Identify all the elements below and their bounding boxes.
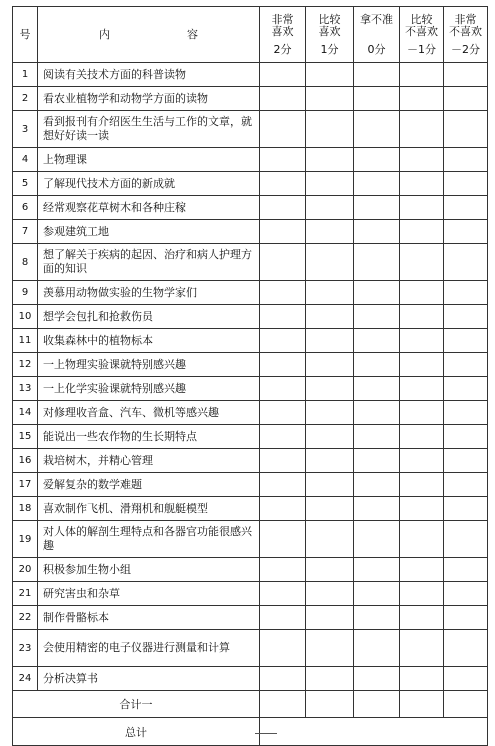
answer-cell[interactable] <box>260 353 306 377</box>
answer-cell[interactable] <box>400 497 444 521</box>
answer-cell[interactable] <box>354 220 400 244</box>
row-number: 20 <box>13 558 38 582</box>
row-content: 羡慕用动物做实验的生物学家们 <box>38 281 260 305</box>
header-label: 比较 <box>410 12 433 26</box>
answer-cell[interactable] <box>354 449 400 473</box>
row-content: 积极参加生物小组 <box>38 558 260 582</box>
subtotal-label: 合计一 <box>13 691 260 718</box>
answer-cell[interactable] <box>354 582 400 606</box>
row-content: 能说出一些农作物的生长期特点 <box>38 425 260 449</box>
subtotal-row <box>13 691 488 718</box>
answer-cell[interactable] <box>444 606 488 630</box>
interest-survey-table <box>12 6 488 746</box>
answer-cell[interactable] <box>306 497 354 521</box>
header-score: 0分 <box>367 42 386 56</box>
row-content: 看农业植物学和动物学方面的读物 <box>38 87 260 111</box>
answer-cell[interactable] <box>400 305 444 329</box>
answer-cell[interactable] <box>400 377 444 401</box>
header-label: 非常 <box>271 12 294 26</box>
answer-cell[interactable] <box>260 148 306 172</box>
answer-cell[interactable] <box>400 401 444 425</box>
answer-cell[interactable] <box>260 172 306 196</box>
row-number: 12 <box>13 353 38 377</box>
answer-cell[interactable] <box>444 558 488 582</box>
header-label <box>354 26 399 38</box>
answer-cell[interactable] <box>400 582 444 606</box>
header-score: －1分 <box>407 42 436 56</box>
answer-cell[interactable] <box>354 521 400 558</box>
answer-cell[interactable] <box>400 353 444 377</box>
answer-cell[interactable] <box>306 353 354 377</box>
row-content: 对修理收音盒、汽车、微机等感兴趣 <box>38 401 260 425</box>
answer-cell[interactable] <box>306 558 354 582</box>
row-number: 14 <box>13 401 38 425</box>
table-row <box>13 582 488 606</box>
answer-cell[interactable] <box>354 305 400 329</box>
answer-cell[interactable] <box>444 449 488 473</box>
answer-cell[interactable] <box>354 473 400 497</box>
answer-cell[interactable] <box>444 401 488 425</box>
answer-cell[interactable] <box>444 329 488 353</box>
table-row <box>13 521 488 558</box>
row-content: 栽培树木，并精心管理 <box>38 449 260 473</box>
answer-cell[interactable] <box>444 63 488 87</box>
answer-cell[interactable] <box>260 220 306 244</box>
total-label: 总计 <box>13 718 260 746</box>
answer-cell[interactable] <box>260 582 306 606</box>
answer-cell[interactable] <box>400 606 444 630</box>
answer-cell[interactable] <box>260 244 306 281</box>
answer-cell[interactable] <box>260 521 306 558</box>
table-row <box>13 630 488 667</box>
answer-cell[interactable] <box>306 582 354 606</box>
header-score: 1分 <box>320 42 339 56</box>
answer-cell[interactable] <box>260 425 306 449</box>
table-row <box>13 63 488 87</box>
row-number: 10 <box>13 305 38 329</box>
answer-cell[interactable] <box>400 63 444 87</box>
answer-cell[interactable] <box>354 377 400 401</box>
answer-cell[interactable] <box>444 148 488 172</box>
answer-cell[interactable] <box>400 630 444 667</box>
row-number: 7 <box>13 220 38 244</box>
row-number: 8 <box>13 244 38 281</box>
row-content: 看到报刊有介绍医生生活与工作的文章，就想好好读一读 <box>38 111 260 148</box>
header-content-char-1: 内 <box>99 27 110 41</box>
answer-cell[interactable] <box>354 606 400 630</box>
table-row <box>13 244 488 281</box>
total-cell[interactable] <box>260 718 488 746</box>
answer-cell[interactable] <box>444 473 488 497</box>
row-number: 2 <box>13 87 38 111</box>
row-number: 6 <box>13 196 38 220</box>
answer-cell[interactable] <box>306 244 354 281</box>
answer-cell[interactable] <box>400 521 444 558</box>
table-row <box>13 606 488 630</box>
row-number: 13 <box>13 377 38 401</box>
answer-cell[interactable] <box>444 220 488 244</box>
row-content: 了解现代技术方面的新成就 <box>38 172 260 196</box>
answer-cell[interactable] <box>306 606 354 630</box>
table-row <box>13 172 488 196</box>
table-row <box>13 401 488 425</box>
answer-cell[interactable] <box>260 449 306 473</box>
table-row <box>13 87 488 111</box>
table-row <box>13 558 488 582</box>
row-number: 11 <box>13 329 38 353</box>
answer-cell[interactable] <box>444 111 488 148</box>
row-content: 对人体的解剖生理特点和各器官功能很感兴趣 <box>38 521 260 558</box>
answer-cell[interactable] <box>306 148 354 172</box>
table-row <box>13 329 488 353</box>
answer-cell[interactable] <box>260 63 306 87</box>
subtotal-cell[interactable] <box>400 691 444 718</box>
header-score: 2分 <box>273 42 292 56</box>
header-num: 号 <box>13 7 38 63</box>
header-label: 不喜欢 <box>449 24 482 38</box>
answer-cell[interactable] <box>306 401 354 425</box>
answer-cell[interactable] <box>444 630 488 667</box>
answer-cell[interactable] <box>444 172 488 196</box>
header-unsure <box>354 7 400 63</box>
answer-cell[interactable] <box>260 473 306 497</box>
row-content: 经常观察花草树木和各种庄稼 <box>38 196 260 220</box>
answer-cell[interactable] <box>400 148 444 172</box>
answer-cell[interactable] <box>260 377 306 401</box>
header-label: 喜欢 <box>271 24 294 38</box>
subtotal-cell[interactable] <box>444 691 488 718</box>
header-very-like <box>260 7 306 63</box>
answer-cell[interactable] <box>306 305 354 329</box>
row-number: 9 <box>13 281 38 305</box>
answer-cell[interactable] <box>400 220 444 244</box>
row-number: 4 <box>13 148 38 172</box>
table-row <box>13 196 488 220</box>
answer-cell[interactable] <box>400 244 444 281</box>
answer-cell[interactable] <box>306 63 354 87</box>
answer-cell[interactable] <box>444 244 488 281</box>
answer-cell[interactable] <box>400 111 444 148</box>
answer-cell[interactable] <box>354 148 400 172</box>
answer-cell[interactable] <box>400 449 444 473</box>
answer-cell[interactable] <box>260 667 306 691</box>
answer-cell[interactable] <box>354 63 400 87</box>
answer-cell[interactable] <box>400 196 444 220</box>
table-row <box>13 497 488 521</box>
row-content: 会使用精密的电子仪器进行测量和计算 <box>38 630 260 667</box>
header-somewhat-dislike <box>400 7 444 63</box>
answer-cell[interactable] <box>306 449 354 473</box>
answer-cell[interactable] <box>444 582 488 606</box>
header-very-dislike <box>444 7 488 63</box>
answer-cell[interactable] <box>354 667 400 691</box>
answer-cell[interactable] <box>260 497 306 521</box>
table-row <box>13 425 488 449</box>
header-content <box>38 7 260 63</box>
answer-cell[interactable] <box>354 497 400 521</box>
table-row <box>13 449 488 473</box>
answer-cell[interactable] <box>444 497 488 521</box>
answer-cell[interactable] <box>400 558 444 582</box>
answer-cell[interactable] <box>400 172 444 196</box>
answer-cell[interactable] <box>306 220 354 244</box>
answer-cell[interactable] <box>354 172 400 196</box>
answer-cell[interactable] <box>306 87 354 111</box>
table-row <box>13 305 488 329</box>
table-row <box>13 353 488 377</box>
answer-cell[interactable] <box>444 521 488 558</box>
answer-cell[interactable] <box>260 281 306 305</box>
answer-cell[interactable] <box>354 329 400 353</box>
header-label: 比较 <box>318 12 341 26</box>
row-content: 阅读有关技术方面的科普读物 <box>38 63 260 87</box>
row-number: 16 <box>13 449 38 473</box>
answer-cell[interactable] <box>444 353 488 377</box>
table-row <box>13 281 488 305</box>
row-content: 研究害虫和杂草 <box>38 582 260 606</box>
answer-cell[interactable] <box>260 558 306 582</box>
answer-cell[interactable] <box>306 425 354 449</box>
answer-cell[interactable] <box>400 87 444 111</box>
row-number: 22 <box>13 606 38 630</box>
row-content: 上物理课 <box>38 148 260 172</box>
row-content: 一上化学实验课就特别感兴趣 <box>38 377 260 401</box>
answer-cell[interactable] <box>444 667 488 691</box>
answer-cell[interactable] <box>354 196 400 220</box>
answer-cell[interactable] <box>260 87 306 111</box>
answer-cell[interactable] <box>260 111 306 148</box>
row-number: 21 <box>13 582 38 606</box>
header-label: 非常 <box>454 12 477 26</box>
answer-cell[interactable] <box>444 425 488 449</box>
answer-cell[interactable] <box>354 111 400 148</box>
answer-cell[interactable] <box>444 377 488 401</box>
row-content: 喜欢制作飞机、滑翔机和舰艇模型 <box>38 497 260 521</box>
answer-cell[interactable] <box>354 87 400 111</box>
answer-cell[interactable] <box>306 111 354 148</box>
header-label: 不喜欢 <box>405 24 438 38</box>
answer-cell[interactable] <box>444 87 488 111</box>
table-row <box>13 148 488 172</box>
row-number: 24 <box>13 667 38 691</box>
table-row <box>13 220 488 244</box>
row-number: 1 <box>13 63 38 87</box>
answer-cell[interactable] <box>260 305 306 329</box>
header-row <box>13 7 488 63</box>
row-number: 3 <box>13 111 38 148</box>
header-label: 拿不准 <box>360 12 393 26</box>
answer-cell[interactable] <box>260 401 306 425</box>
row-content: 想学会包扎和抢救伤员 <box>38 305 260 329</box>
row-content: 一上物理实验课就特别感兴趣 <box>38 353 260 377</box>
answer-cell[interactable] <box>400 425 444 449</box>
answer-cell[interactable] <box>306 329 354 353</box>
row-number: 17 <box>13 473 38 497</box>
table-row <box>13 667 488 691</box>
row-number: 15 <box>13 425 38 449</box>
answer-cell[interactable] <box>354 630 400 667</box>
row-number: 18 <box>13 497 38 521</box>
answer-cell[interactable] <box>260 630 306 667</box>
answer-cell[interactable] <box>306 196 354 220</box>
answer-cell[interactable] <box>306 473 354 497</box>
subtotal-cell[interactable] <box>260 691 306 718</box>
answer-cell[interactable] <box>260 606 306 630</box>
answer-cell[interactable] <box>400 329 444 353</box>
header-score: －2分 <box>451 42 480 56</box>
table-row <box>13 473 488 497</box>
row-content: 收集森林中的植物标本 <box>38 329 260 353</box>
header-content-char-2: 容 <box>187 27 198 41</box>
row-number: 19 <box>13 521 38 558</box>
row-number: 23 <box>13 630 38 667</box>
header-somewhat-like <box>306 7 354 63</box>
answer-cell[interactable] <box>306 521 354 558</box>
answer-cell[interactable] <box>306 667 354 691</box>
answer-cell[interactable] <box>354 281 400 305</box>
answer-cell[interactable] <box>400 473 444 497</box>
answer-cell[interactable] <box>306 377 354 401</box>
answer-cell[interactable] <box>444 305 488 329</box>
subtotal-cell[interactable] <box>306 691 354 718</box>
answer-cell[interactable] <box>306 630 354 667</box>
row-number: 5 <box>13 172 38 196</box>
answer-cell[interactable] <box>354 425 400 449</box>
survey-body <box>13 63 488 746</box>
answer-cell[interactable] <box>444 196 488 220</box>
answer-cell[interactable] <box>354 244 400 281</box>
answer-cell[interactable] <box>306 281 354 305</box>
table-row <box>13 377 488 401</box>
answer-cell[interactable] <box>354 558 400 582</box>
table-row <box>13 111 488 148</box>
answer-cell[interactable] <box>400 281 444 305</box>
answer-cell[interactable] <box>400 667 444 691</box>
row-content: 分析决算书 <box>38 667 260 691</box>
subtotal-cell[interactable] <box>354 691 400 718</box>
answer-cell[interactable] <box>354 401 400 425</box>
answer-cell[interactable] <box>260 196 306 220</box>
answer-cell[interactable] <box>306 172 354 196</box>
row-content: 想了解关于疾病的起因、治疗和病人护理方面的知识 <box>38 244 260 281</box>
answer-cell[interactable] <box>260 329 306 353</box>
row-content: 参观建筑工地 <box>38 220 260 244</box>
answer-cell[interactable] <box>444 281 488 305</box>
row-content: 爱解复杂的数学难题 <box>38 473 260 497</box>
total-row <box>13 718 488 746</box>
answer-cell[interactable] <box>354 353 400 377</box>
row-content: 制作骨骼标本 <box>38 606 260 630</box>
header-label: 喜欢 <box>318 24 341 38</box>
